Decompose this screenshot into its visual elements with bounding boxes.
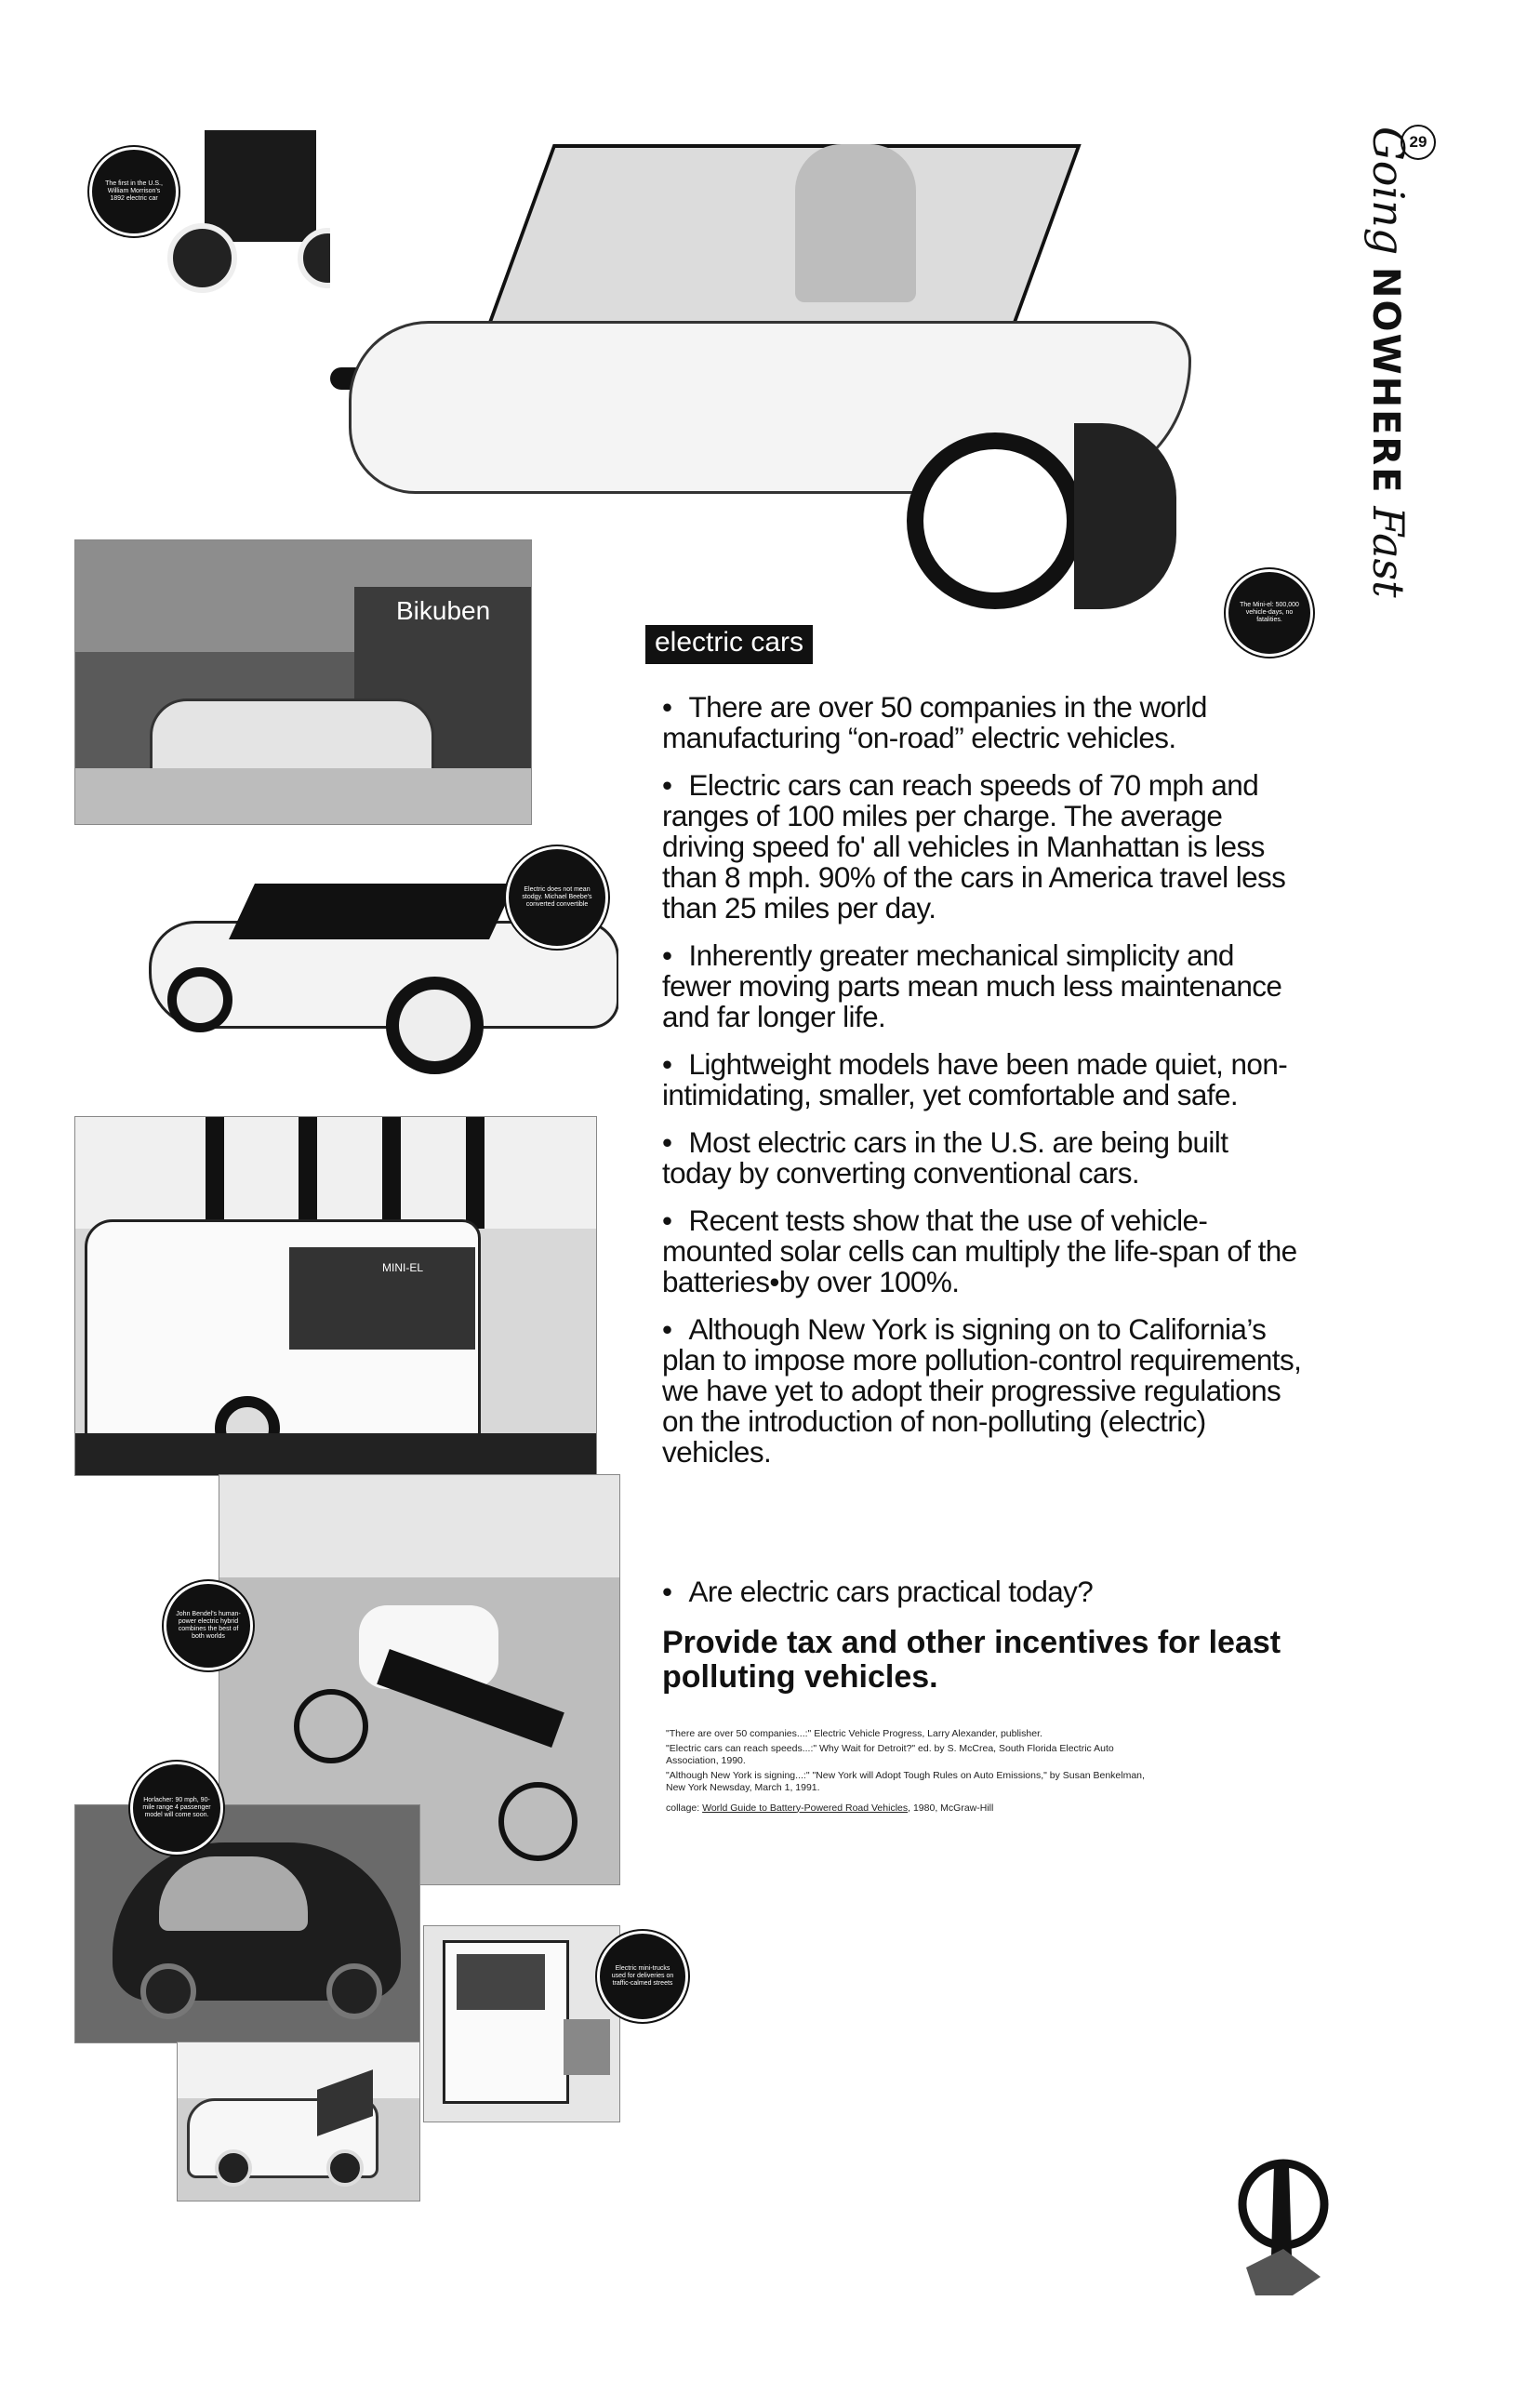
source-citation: "Although New York is signing...:" "New York will Adopt Tough Rules on Auto Emissions," by Susan Benkelman, New York Newsday, March 1, 1991. [666, 1769, 1145, 1793]
bullet-text: Most electric cars in the U.S. are being built today by converting conventional cars. [662, 1125, 1228, 1190]
bullet-dot: • [662, 1312, 672, 1346]
photo-van [74, 1116, 597, 1476]
bullet-item [662, 1127, 1304, 1189]
van-sign: MINI-EL [382, 1261, 424, 1274]
bikuben-sign: Bikuben [396, 596, 491, 625]
photo-street-scene [74, 539, 532, 825]
bullet-dot: • [662, 1047, 672, 1081]
photo-horlacher [74, 1804, 420, 2043]
collage-credit [666, 1802, 1149, 1816]
badge-first-car: The first in the U.S., William Morrison's 1892 electric car [89, 147, 179, 236]
bullet-text: Inherently greater mechanical simplicity and fewer moving parts mean much less maintenance and far longer life. [662, 938, 1282, 1033]
side-title-going: Going [1363, 126, 1414, 256]
question-text: Are electric cars practical today? [688, 1575, 1094, 1608]
photo-mini-truck [423, 1925, 620, 2122]
question-line [662, 1575, 1304, 1609]
collage-credit-suffix: , 1980, McGraw-Hill [908, 1802, 994, 1814]
nowhere-fast-logo-icon [1218, 2156, 1348, 2295]
collage-credit-title: World Guide to Battery-Powered Road Vehicles [702, 1802, 909, 1814]
bullet-dot: • [662, 1204, 672, 1237]
photo-open-hood [177, 2042, 420, 2201]
side-title [1363, 126, 1432, 610]
collage-credit-prefix: collage: [666, 1802, 703, 1814]
bullet-dot: • [662, 768, 672, 802]
badge-horlacher: Horlacher: 90 mph, 90-mile range 4 passenger model will come soon. [130, 1762, 223, 1855]
badge-mini-el: The Mini-el: 500,000 vehicle-days, no fatalities. [1226, 569, 1313, 657]
bullet-text: Lightweight models have been made quiet, non-intimidating, smaller, yet comfortable and safe. [662, 1047, 1288, 1111]
bullet-dot: • [662, 1125, 672, 1159]
bullet-item [662, 1049, 1304, 1111]
bullet-item [662, 1314, 1304, 1468]
source-citation: "Electric cars can reach speeds...:" Why Wait for Detroit?" ed. by S. McCrea, South Florida Electric Auto Association, 1990. [666, 1742, 1114, 1766]
bullet-text: There are over 50 companies in the world manufacturing “on-road” electric vehicles. [662, 690, 1207, 754]
source-citation: "There are over 50 companies...:" Electric Vehicle Progress, Larry Alexander, publisher. [666, 1728, 1042, 1739]
bullet-text: Recent tests show that the use of vehicle-mounted solar cells can multiply the life-span of the batteries•by over 100%. [662, 1204, 1297, 1298]
bullet-text: Although New York is signing on to California’s plan to impose more pollution-control requirements, we have yet to adopt their progressive regulations on the introduction of non-polluting (electric) vehicles. [662, 1312, 1302, 1469]
bullet-list [662, 692, 1304, 1484]
bullet-dot: • [662, 690, 672, 724]
side-title-nowhere: NOWHERE [1364, 267, 1407, 495]
bullet-dot: • [662, 1575, 672, 1608]
bullet-item [662, 692, 1304, 753]
side-title-fast: Fast [1363, 506, 1414, 598]
bullet-item [662, 770, 1304, 924]
badge-convertible: Electric does not mean stodgy. Michael Beebe's converted convertible [506, 846, 608, 949]
badge-hybrid: John Bendel's human-power electric hybrid combines the best of both worlds [164, 1581, 253, 1670]
section-label-electric-cars: electric cars [645, 625, 813, 664]
bullet-dot: • [662, 938, 672, 972]
sources-block [666, 1728, 1149, 1816]
call-to-action: Provide tax and other incentives for least polluting vehicles. [662, 1625, 1281, 1695]
bullet-item [662, 1205, 1304, 1297]
page-number: 29 [1401, 125, 1436, 160]
bullet-text: Electric cars can reach speeds of 70 mph and ranges of 100 miles per charge. The average driving speed fo' all vehicles in Manhattan is less than 8 mph. 90% of the cars in America travel less than 25 miles per day. [662, 768, 1286, 924]
badge-mini-trucks: Electric mini-trucks used for deliveries on traffic-calmed streets [597, 1931, 688, 2022]
bullet-item [662, 940, 1304, 1032]
